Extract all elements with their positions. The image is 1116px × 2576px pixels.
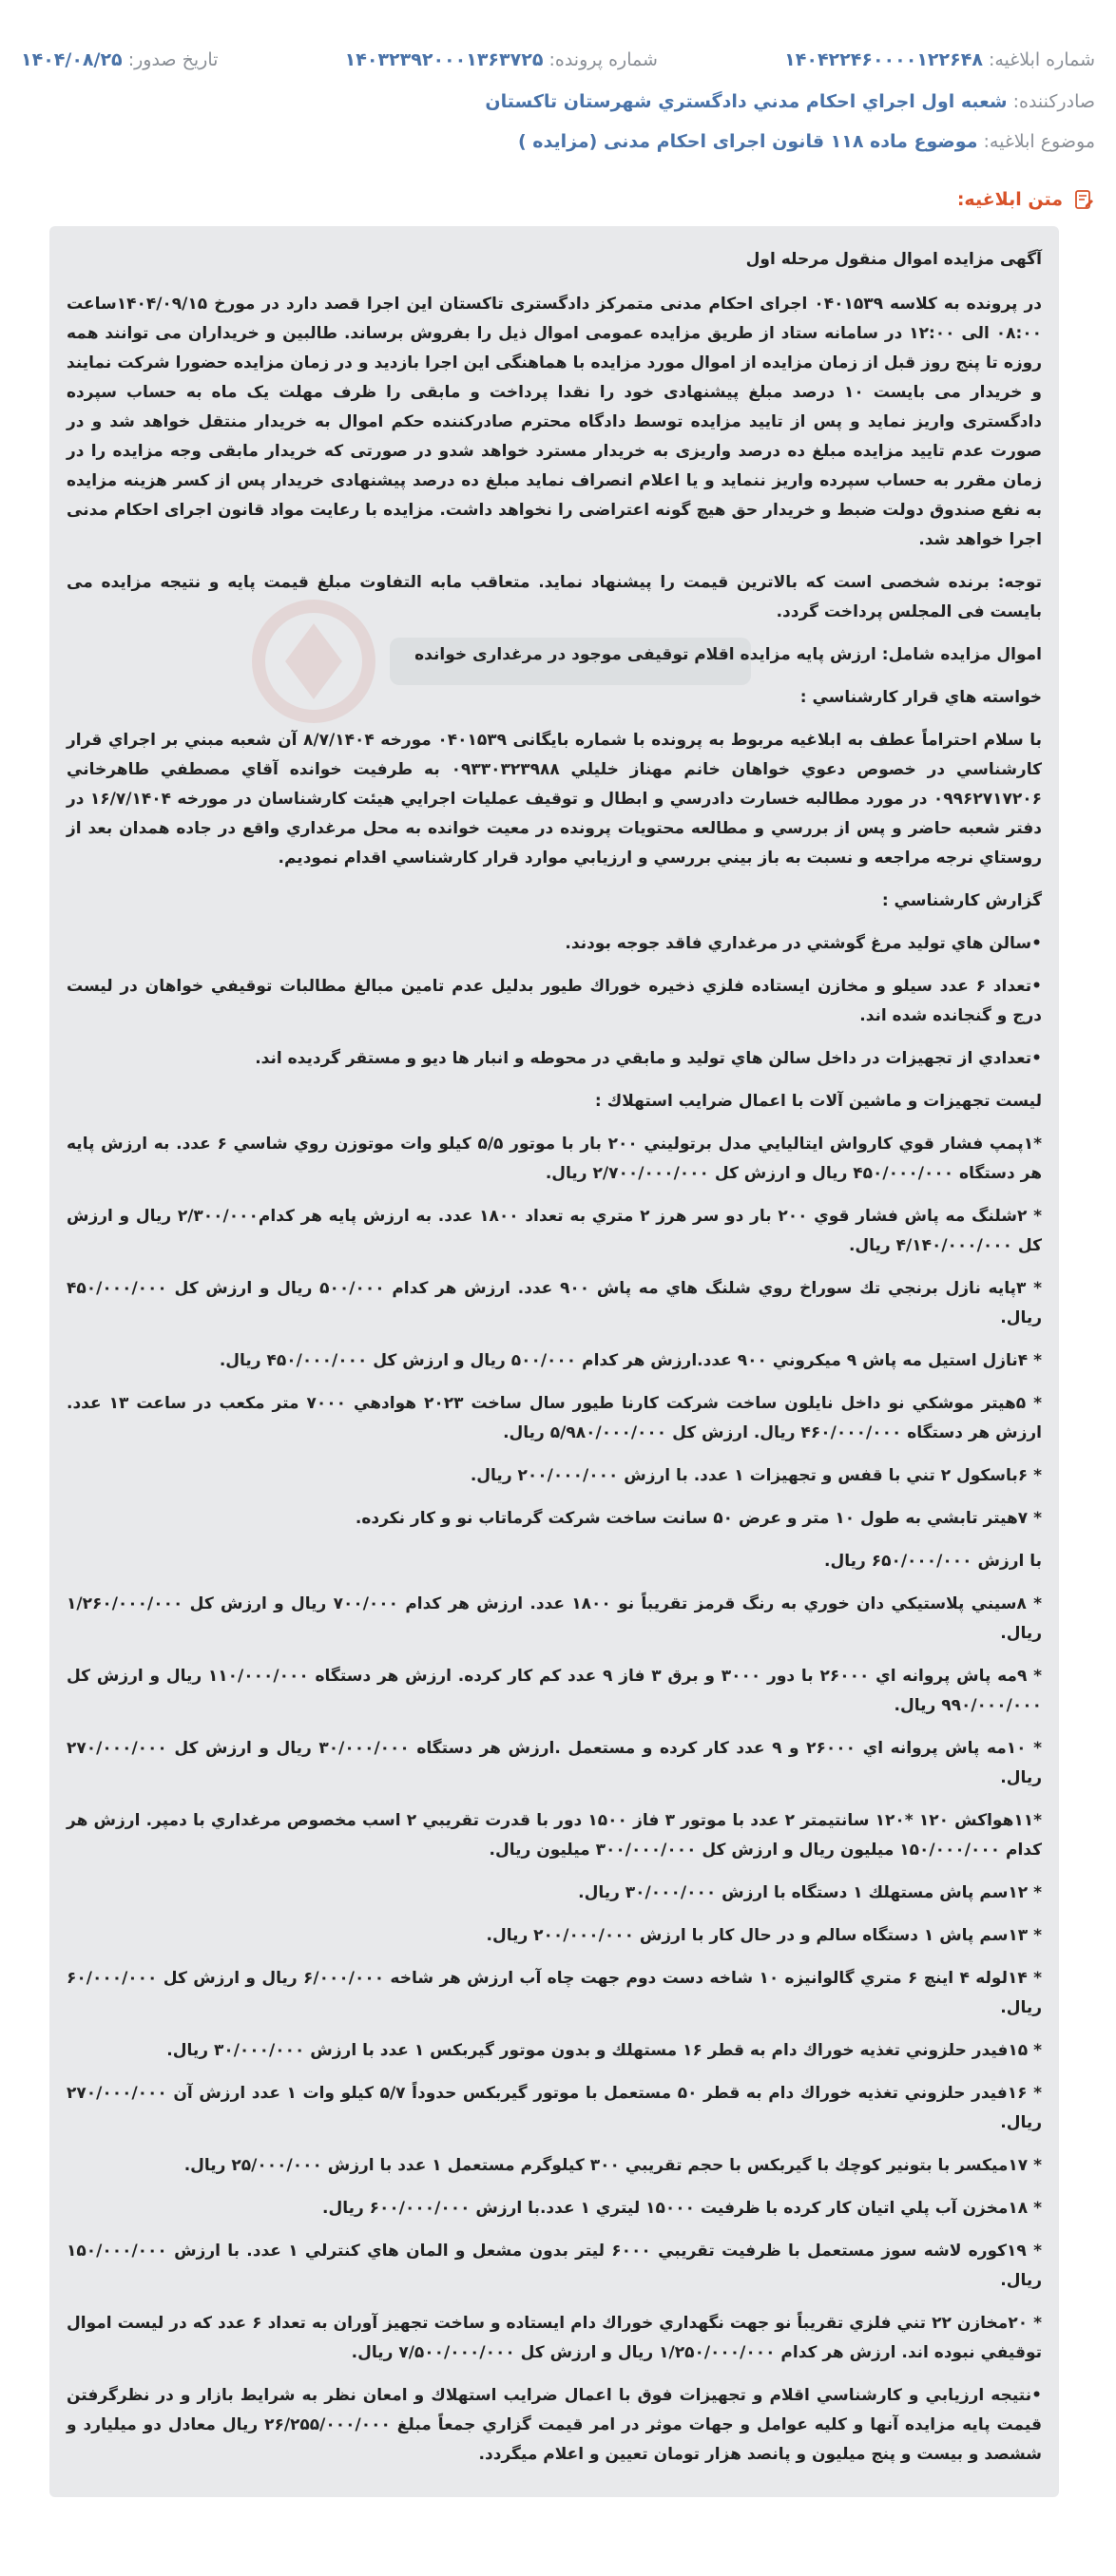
file-number-group	[345, 49, 658, 70]
equipment-item: * ۲۰مخازن ۲۲ تني فلزي تقريباً نو جهت نگهداري خوراك دام ايستاده و ساخت تجهيز آوران به تعداد ۶ عدد كه در ليست اموال توقيفي نبوده اند. ارزش هر كدام ۱/۲۵۰/۰۰۰/۰۰۰ ريال و ارزش كل ۷/۵۰۰/۰۰۰/۰۰۰ ريال.	[67, 2314, 1043, 2362]
notice-text-heading-label: متن ابلاغیه:	[956, 189, 1063, 210]
equipment-item: * ۱۳سم پاش ۱ دستگاه سالم و در حال كار با ارزش ۲۰۰/۰۰۰/۰۰۰ ريال.	[486, 1926, 1042, 1945]
subject-row	[21, 131, 1095, 152]
notice-number: ۱۴۰۴۲۲۴۶۰۰۰۰۱۲۲۶۴۸	[784, 49, 983, 70]
notice-paragraph: ليست تجهيزات و ماشين آلات با اعمال ضرايب استهلاك :	[594, 1092, 1042, 1111]
issue-date-group	[21, 49, 218, 70]
appraisal-result: •نتيجه ارزيابي و كارشناسي اقلام و تجهيزات فوق با اعمال ضرايب استهلاك و امعان نظر به شرايط بازار و در نظرگرفتن قيمت پايه مزايده آنها و كليه عوامل و جهات موثر در امر قيمت گزاري جمعاً مبلغ ۲۶/۲۵۵/۰۰۰/۰۰۰ ريال معادل دو ميليارد و ششصد و بيست و پنج ميليون و پانصد هزار تومان تعيين و اعلام ميگردد.	[67, 2386, 1042, 2464]
equipment-item: * ۱۷ميكسر با بتونير كوچك با گيربكس با حجم تقريبي ۳۰۰ كيلوگرم مستعمل ۱ عدد با ارزش ۲۵/۰۰۰/۰۰۰ ريال.	[183, 2156, 1042, 2175]
notice-paragraph: •تعدادي از تجهيزات در داخل سالن هاي توليد و مابقي در محوطه و انبار ها ديو و مستقر گرديده اند.	[255, 1049, 1042, 1068]
notice-paragraph: •سالن هاي توليد مرغ گوشتي در مرغداري فاقد جوجه بودند.	[565, 934, 1042, 953]
equipment-item: *۱پمپ فشار قوي كارواش ايتاليايي مدل برتوليني ۲۰۰ بار با موتور ۵/۵ كيلو وات موتوزن روي شاسي ۶ عدد. به ارزش پايه هر دستگاه ۴۵۰/۰۰۰/۰۰۰ ريال و ارزش كل ۲/۷۰۰/۰۰۰/۰۰۰ ريال.	[67, 1135, 1042, 1183]
document-edit-icon	[1072, 188, 1095, 211]
issuer-label: صادرکننده:	[1012, 91, 1095, 112]
notice-number-group	[784, 49, 1095, 70]
subject-value: موضوع ماده ۱۱۸ قانون اجرای احکام مدنی (مزایده )	[517, 131, 978, 152]
equipment-item: با ارزش ۶۵۰/۰۰۰/۰۰۰ ريال.	[824, 1552, 1042, 1571]
issue-date: ۱۴۰۴/۰۸/۲۵	[21, 49, 123, 70]
subject-label: موضوع ابلاغیه:	[983, 131, 1095, 152]
file-number-label: شماره پرونده:	[548, 49, 658, 70]
notice-paragraph: با سلام احتراماً عطف به ابلاغیه مربوط به پرونده با شماره بایگانی ۰۴۰۱۵۳۹ مورخه ۸/۷/۱۴۰۴ آن شعبه مبني بر اجراي قرار كارشناسي در خصوص دعوي خواهان خانم مهناز خليلي ۰۹۳۳۰۳۲۳۹۸۸ به طرفيت خوانده آقاي مصطفي طاهرخاني ۰۹۹۶۲۷۱۷۲۰۶ در مورد مطالبه خسارت دادرسي و ابطال و توقيف عمليات اجرايي هيئت كارشناسان در مورخه ۱۶/۷/۱۴۰۴ در دفتر شعبه حاضر و پس از بررسي و مطالعه محتويات پرونده در معيت خوانده به محل مرغداري واقع در جاده همدان بعد از روستاي نرجه مراجعه و نسبت به باز بيني بررسي و ارزيابي موارد قرار كارشناسي اقدام نموديم.	[67, 731, 1043, 868]
equipment-item: * ۵هيتر موشكي نو داخل نايلون ساخت شركت كارنا طيور سال ساخت ۲۰۲۳ هوادهي ۷۰۰۰ متر مكعب در ساعت ۱۳ عدد. ارزش هر دستگاه ۴۶۰/۰۰۰/۰۰۰ ريال. ارزش كل ۵/۹۸۰/۰۰۰/۰۰۰ ريال.	[67, 1394, 1042, 1442]
notice-paragraph: خواسته هاي قرار كارشناسي :	[799, 688, 1042, 707]
notice-paragraph: توجه: برنده شخصی است که بالاترین قیمت را پیشنهاد نماید. متعاقب مابه التفاوت مبلغ قیمت پایه و نتیجه مزایده می بایست فی المجلس پرداخت گردد.	[67, 573, 1042, 621]
notice-title: آگهی مزایده اموال منقول مرحله اول	[745, 250, 1042, 269]
notice-paragraph: گزارش كارشناسي :	[881, 891, 1042, 910]
notice-paragraph: •تعداد ۶ عدد سيلو و مخازن ايستاده فلزي ذخيره خوراك طيور بدليل عدم تامين مبالغ مطالبات توقيفي خواهان در ليست درج و گنجانده شده اند.	[67, 977, 1042, 1025]
equipment-item: * ۱۲سم پاش مستهلك ۱ دستگاه با ارزش ۳۰/۰۰۰/۰۰۰ ريال.	[578, 1883, 1042, 1902]
equipment-item: * ۳پايه نازل برنجي تك سوراخ روي شلنگ هاي مه پاش ۹۰۰ عدد. ارزش هر كدام ۵۰۰/۰۰۰ ريال و ارزش كل ۴۵۰/۰۰۰/۰۰۰ ريال.	[67, 1279, 1042, 1327]
equipment-item: * ۴نازل استيل مه پاش ۹ ميكروني ۹۰۰ عدد.ارزش هر كدام ۵۰۰/۰۰۰ ريال و ارزش كل ۴۵۰/۰۰۰/۰۰۰ ريال.	[219, 1351, 1042, 1370]
issuer-row	[21, 91, 1095, 112]
equipment-item: *۱۱هواكش ۱۲۰ *۱۲۰ سانتيمتر ۲ عدد با موتور ۳ فاز ۱۵۰۰ دور با قدرت تقريبي ۲ اسب مخصوص مرغداري با دمپر. ارزش هر كدام ۱۵۰/۰۰۰/۰۰۰ ميليون ريال و ارزش كل ۳۰۰/۰۰۰/۰۰۰ ميليون ريال.	[67, 1811, 1043, 1860]
equipment-item: * ۱۴لوله ۴ اينچ ۶ متري گالوانيزه ۱۰ شاخه دست دوم جهت چاه آب ارزش هر شاخه ۶/۰۰۰/۰۰۰ ريال و ارزش كل ۶۰/۰۰۰/۰۰۰ ريال.	[67, 1969, 1042, 2017]
equipment-item: * ۱۸مخزن آب پلي اتيان كار كرده با ظرفيت ۱۵۰۰۰ ليتري ۱ عدد.با ارزش ۶۰۰/۰۰۰/۰۰۰ ريال.	[321, 2199, 1042, 2218]
notice-body	[49, 226, 1059, 2470]
notice-text-heading	[957, 188, 1095, 211]
issuer-value: شعبه اول اجراي احكام مدني دادگستري شهرستان تاكستان	[485, 91, 1008, 112]
equipment-item: * ۹مه پاش پروانه اي ۲۶۰۰۰ با دور ۳۰۰۰ و برق ۳ فاز ۹ عدد كم كار كرده. ارزش هر دستگاه ۱۱۰/۰۰۰/۰۰۰ ريال و ارزش كل ۹۹۰/۰۰۰/۰۰۰ ريال.	[67, 1667, 1043, 1715]
notice-paragraph: در پرونده به کلاسه ۰۴۰۱۵۳۹ اجرای احکام مدنی متمرکز دادگستری تاکستان این اجرا قصد دارد در مورخ ۱۴۰۴/۰۹/۱۵ساعت ۰۸:۰۰ الی ۱۲:۰۰ در سامانه ستاد از طریق مزایده عمومی اموال ذیل را بفروش برساند. طالبین و خریداران می توانند همه روزه تا پنج روز قبل از زمان مزایده از اموال مورد مزایده با هماهنگی این اجرا بازدید و در زمان مزایده حضورا شرکت نمایند و خریدار می بایست ۱۰ درصد مبلغ پیشنهادی خود را نقدا پرداخت و مابقی را ظرف مهلت یک ماه به حساب سپرده دادگستری واریز نماید و پس از تایید مزایده توسط دادگاه محترم صادرکننده حکم اموال به خریدار منتقل خواهد شد و در صورت عدم تایید مزایده مبلغ ده درصد واریزی به خریدار مسترد خواهد شدو در صورتی که خریدار مابقی وجه مزایده را در زمان مقرر به حساب سپرده واریز ننماید و یا اعلام انصراف نماید مبلغ ده درصد پیشنهادی خریدار پس از کسر هزینه مزایده به نفع صندوق دولت ضبط و خریدار حق هیچ گونه اعتراضی را نخواهد داشت. مزایده با رعایت مواد قانون اجرای احکام مدنی اجرا خواهد شد.	[67, 295, 1043, 549]
equipment-item: * ۸سيني پلاستيكي دان خوري به رنگ قرمز تقريباً نو ۱۸۰۰ عدد. ارزش هر كدام ۷۰۰/۰۰۰ ريال و ارزش كل ۱/۲۶۰/۰۰۰/۰۰۰ ريال.	[67, 1594, 1042, 1643]
equipment-item: * ۱۹كوره لاشه سوز مستعمل با ظرفيت تقريبي ۶۰۰۰ ليتر بدون مشعل و المان هاي كنترلي ۱ عدد. با ارزش ۱۵۰/۰۰۰/۰۰۰ ريال.	[67, 2242, 1042, 2290]
notice-number-label: شماره ابلاغیه:	[988, 49, 1095, 70]
file-number: ۱۴۰۳۲۳۹۲۰۰۰۱۳۶۳۷۲۵	[344, 49, 544, 70]
equipment-item: * ۷هيتر تابشي به طول ۱۰ متر و عرض ۵۰ سانت ساخت شركت گرماتاب نو و كار نكرده.	[355, 1509, 1042, 1528]
equipment-item: * ۱۶فيدر حلزوني تغذيه خوراك دام به قطر ۵۰ مستعمل با موتور گيربكس حدوداً ۵/۷ كيلو وات ۱ عدد ارزش آن ۲۷۰/۰۰۰/۰۰۰ ريال.	[67, 2084, 1043, 2132]
notice-paragraph: اموال مزایده شامل: ارزش پایه مزایده اقلام توقیفی موجود در مرغداری خوانده	[414, 645, 1042, 664]
equipment-item: * ۲شلنگ مه پاش فشار قوي ۲۰۰ بار دو سر هرز ۲ متري به تعداد ۱۸۰۰ عدد. به ارزش پايه هر كدام۲/۳۰۰/۰۰۰ ريال و ارزش كل ۴/۱۴۰/۰۰۰/۰۰۰ ريال.	[67, 1207, 1042, 1255]
equipment-item: * ۱۰مه پاش پروانه اي ۲۶۰۰۰ و ۹ عدد كار كرده و مستعمل .ارزش هر دستگاه ۳۰/۰۰۰/۰۰۰ ريال و ارزش كل ۲۷۰/۰۰۰/۰۰۰ ريال.	[67, 1739, 1043, 1787]
issue-date-label: تاریخ صدور:	[127, 49, 219, 70]
equipment-item: * ۱۵فيدر حلزوني تغذيه خوراك دام به قطر ۱۶ مستهلك و بدون موتور گيربكس ۱ عدد با ارزش ۳۰/۰۰۰/۰۰۰ ريال.	[166, 2041, 1042, 2060]
notice-meta-row	[21, 49, 1095, 70]
equipment-item: * ۶باسكول ۲ تني با قفس و تجهيزات ۱ عدد. با ارزش ۲۰۰/۰۰۰/۰۰۰ ريال.	[470, 1466, 1042, 1485]
notice-body-panel	[49, 226, 1059, 2497]
